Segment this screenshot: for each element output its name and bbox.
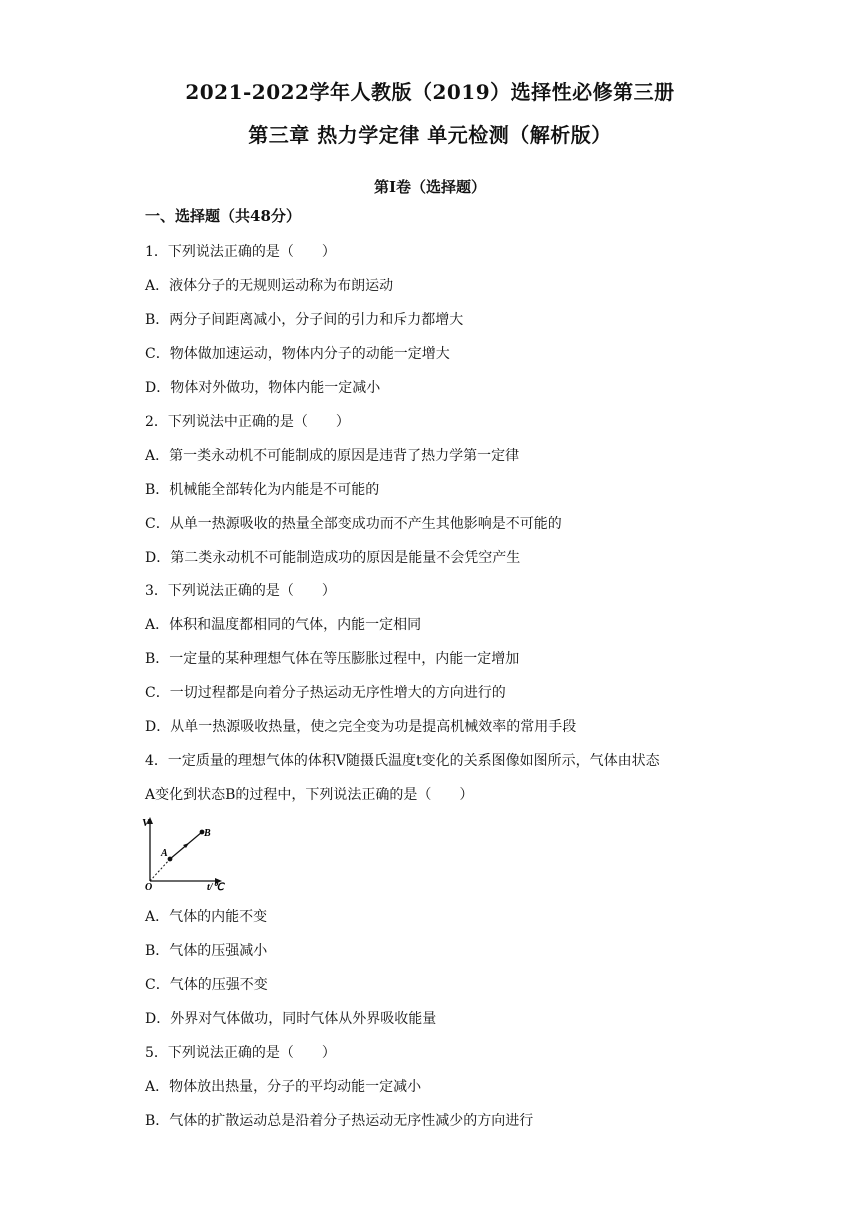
question-3-stem: 3．下列说法正确的是（ ） [145, 583, 336, 599]
question-4-option-a: A．气体的内能不变 [145, 909, 268, 925]
question-4-option-c: C．气体的压强不变 [145, 977, 268, 993]
question-1-option-b: B．两分子间距离减小，分子间的引力和斥力都增大 [145, 312, 464, 328]
question-2-option-a: A．第一类永动机不可能制成的原因是违背了热力学第一定律 [145, 448, 520, 464]
v-t-diagram [140, 815, 230, 891]
point-a-label: A [161, 848, 168, 859]
question-2-option-d: D．第二类永动机不可能制造成功的原因是能量不会凭空产生 [145, 550, 521, 566]
question-5-option-b: B．气体的扩散运动总是沿着分子热运动无序性减少的方向进行 [145, 1113, 534, 1129]
y-axis-label: V [142, 817, 150, 829]
question-4-option-b: B．气体的压强减小 [145, 943, 268, 959]
question-1-option-c: C．物体做加速运动，物体内分子的动能一定增大 [145, 346, 450, 362]
point-b-label: B [204, 828, 211, 839]
question-5-stem: 5．下列说法正确的是（ ） [145, 1045, 336, 1061]
question-1-option-a: A．液体分子的无规则运动称为布朗运动 [145, 278, 394, 294]
question-3-option-c: C．一切过程都是向着分子热运动无序性增大的方向进行的 [145, 685, 506, 701]
question-3-option-b: B．一定量的某种理想气体在等压膨胀过程中，内能一定增加 [145, 651, 520, 667]
document-title-line1: 2021-2022学年人教版（2019）选择性必修第三册 [185, 80, 675, 104]
point-a [168, 857, 173, 862]
question-1-option-d: D．物体对外做功，物体内能一定减小 [145, 380, 381, 396]
extrapolation-dashed-line [150, 859, 170, 881]
question-4-stem-line1: 4．一定质量的理想气体的体积V随摄氏温度t变化的关系图像如图所示，气体由状态 [145, 753, 660, 769]
question-3-option-d: D．从单一热源吸收热量，使之完全变为功是提高机械效率的常用手段 [145, 719, 577, 735]
question-5-option-a: A．物体放出热量，分子的平均动能一定减小 [145, 1079, 422, 1095]
question-3-option-a: A．体积和温度都相同的气体，内能一定相同 [145, 617, 422, 633]
x-axis-label: t/℃ [207, 882, 224, 891]
question-1-stem: 1．下列说法正确的是（ ） [145, 244, 336, 260]
origin-label: O [145, 882, 153, 891]
question-2-stem: 2．下列说法中正确的是（ ） [145, 414, 350, 430]
section-heading: 一、选择题（共48分） [145, 207, 301, 225]
volume-title: 第Ⅰ卷（选择题） [373, 178, 487, 196]
document-title-line2: 第三章 热力学定律 单元检测（解析版） [248, 123, 612, 147]
question-2-option-b: B．机械能全部转化为内能是不可能的 [145, 482, 380, 498]
question-4-option-d: D．外界对气体做功，同时气体从外界吸收能量 [145, 1011, 437, 1027]
question-2-option-c: C．从单一热源吸收的热量全部变成功而不产生其他影响是不可能的 [145, 516, 562, 532]
question-4-stem-line2: A变化到状态B的过程中，下列说法正确的是（ ） [145, 787, 474, 803]
